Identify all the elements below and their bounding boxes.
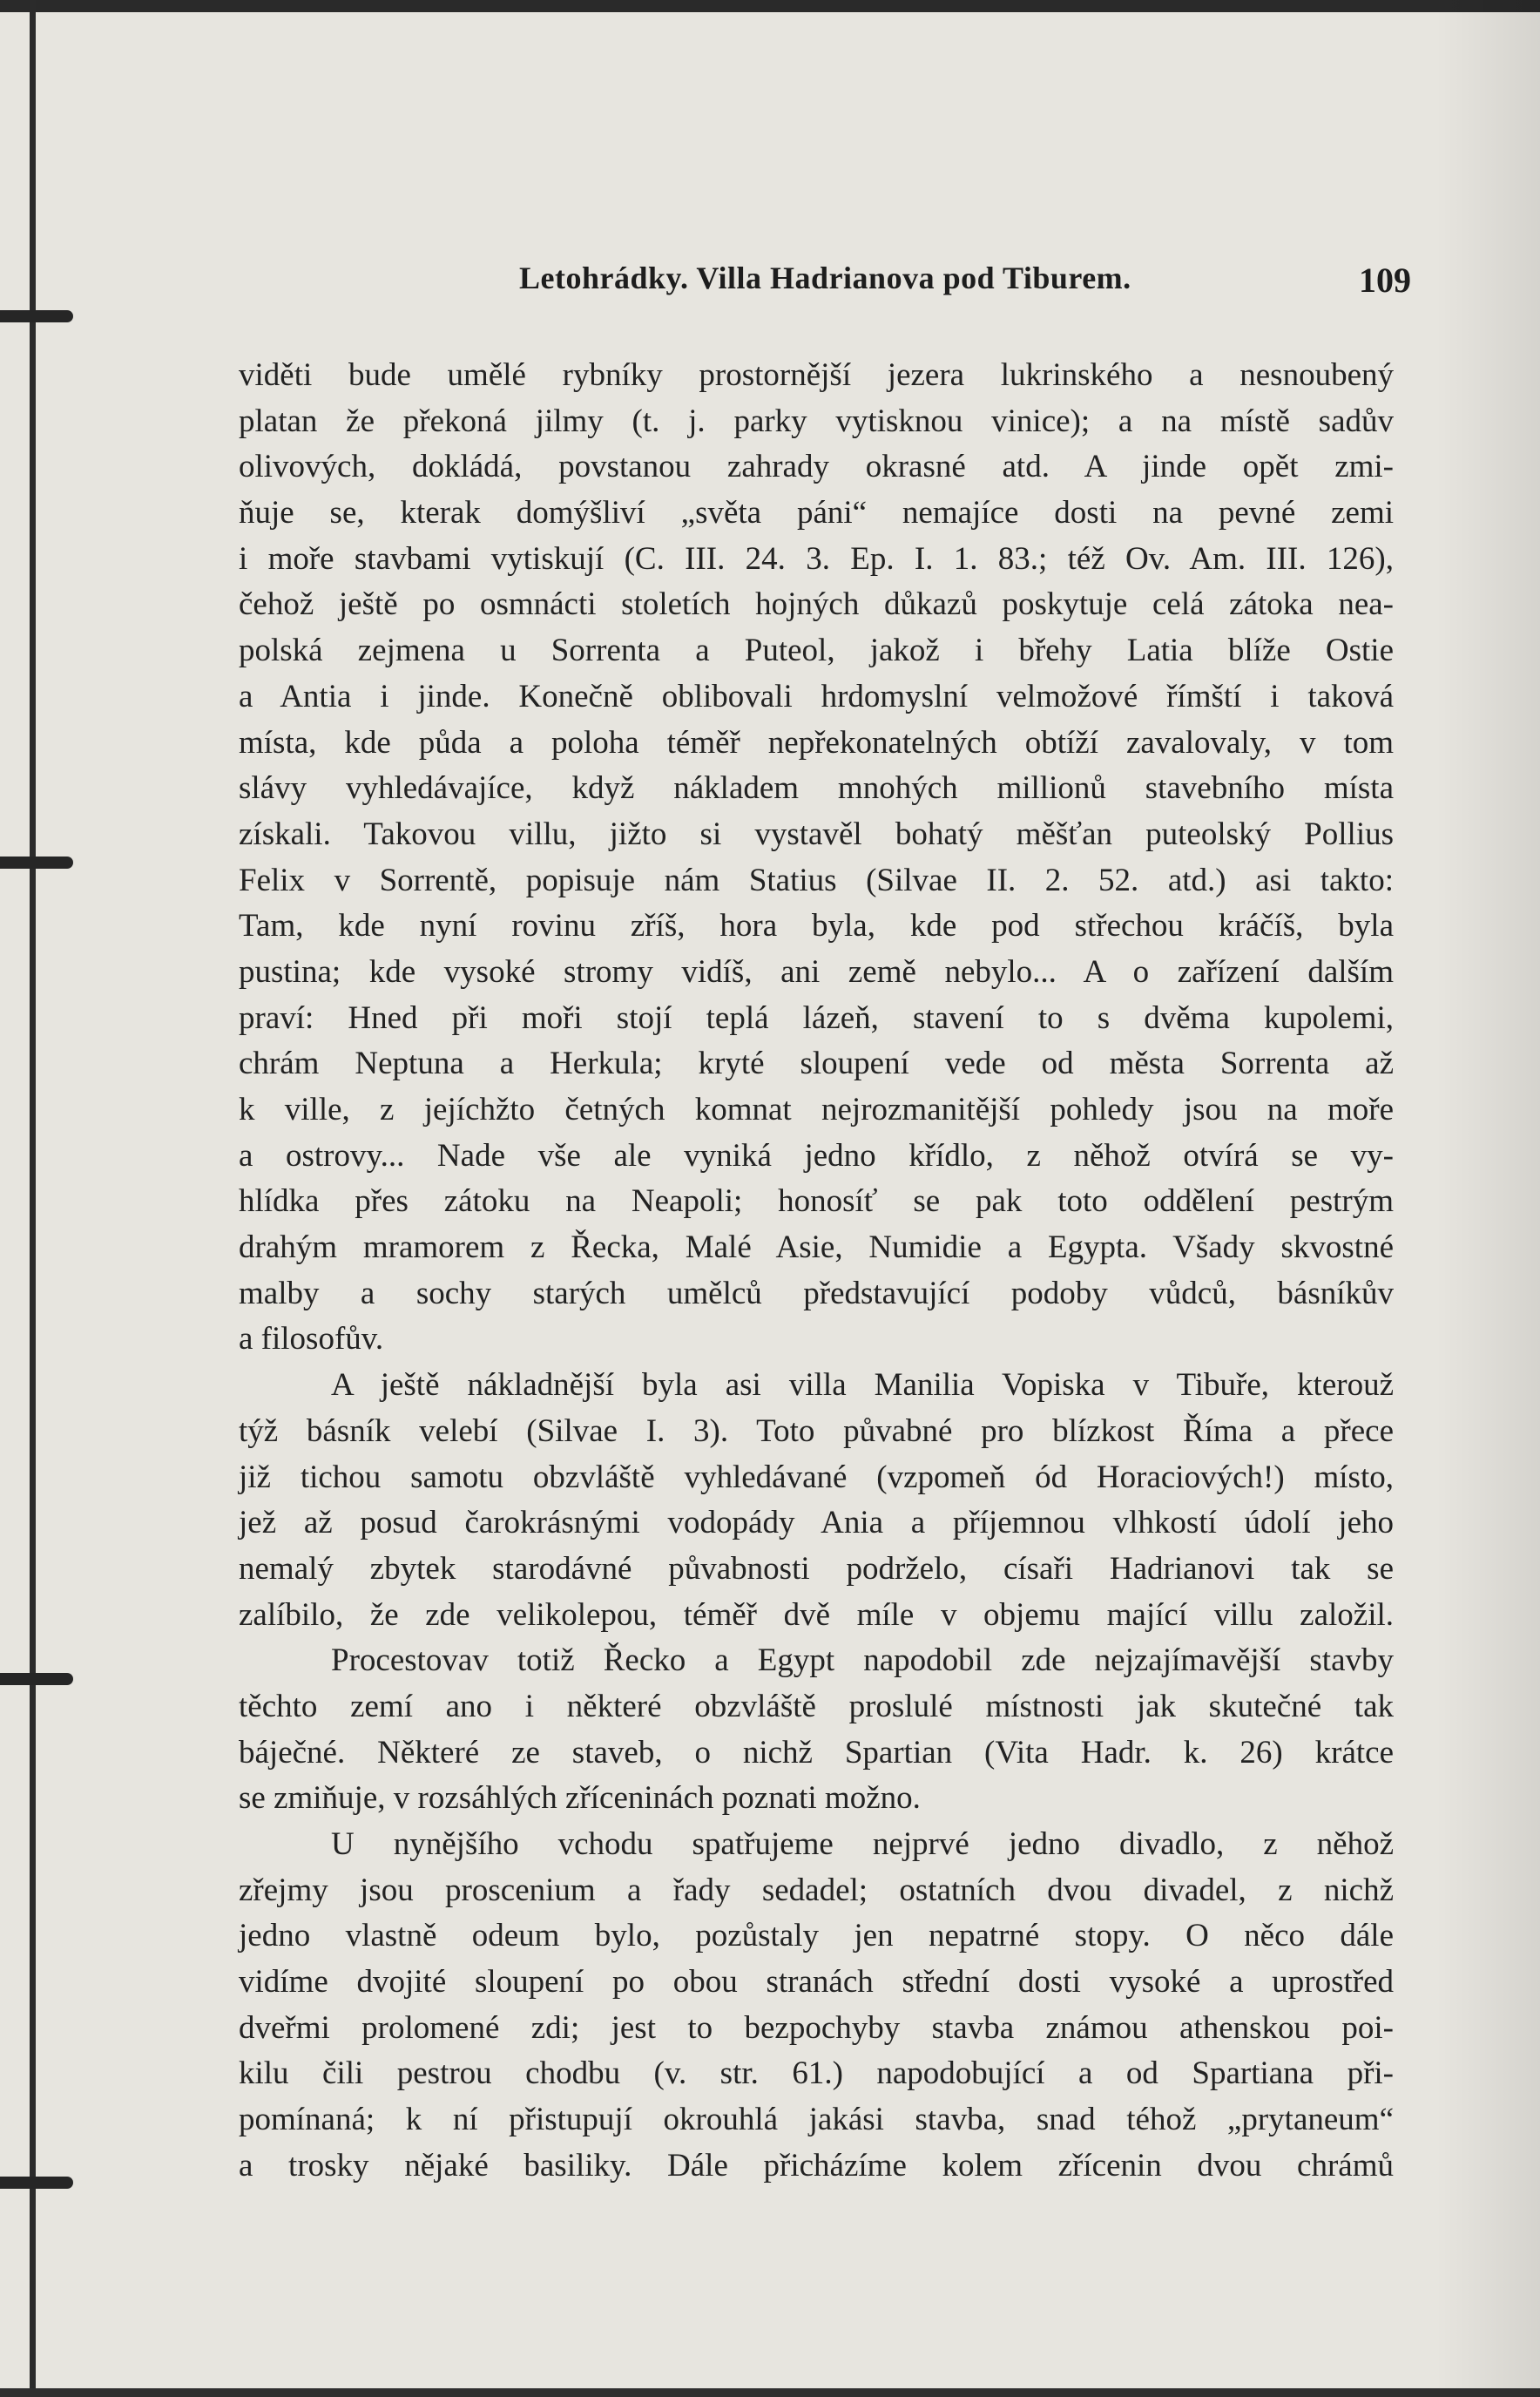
text-line: báječné. Některé ze staveb, o nichž Spartian (Vita Hadr. k. 26) krátce <box>239 1734 1394 1771</box>
page-bottom-edge <box>0 2388 1540 2397</box>
text-line: zřejmy jsou proscenium a řady sedadel; ostatních dvou divadel, z nichž <box>239 1872 1394 1908</box>
page-top-edge <box>0 0 1540 12</box>
text-line: ňuje se, kterak domýšliví „světa páni“ nemajíce dosti na pevné zemi <box>239 495 1394 532</box>
binding-mark <box>0 1673 73 1685</box>
text-line: místa, kde půda a poloha téměř nepřekonatelných obtíží zavalovaly, v tom <box>239 724 1394 761</box>
text-line: se zmiňuje, v rozsáhlých zříceninách poznati možno. <box>239 1780 921 1817</box>
text-line: chrám Neptuna a Herkula; kryté sloupení vede od města Sorrenta až <box>239 1046 1394 1082</box>
text-line: pustina; kde vysoké stromy vidíš, ani země nebylo... A o zařízení dalším <box>239 953 1394 990</box>
text-line: nemalý zbytek starodávné půvabnosti podrželo, císaři Hadrianovi tak se <box>239 1550 1394 1587</box>
text-line: Tam, kde nyní rovinu zříš, hora byla, kde pod střechou kráčíš, byla <box>239 908 1394 945</box>
text-line: zalíbilo, že zde velikolepou, téměř dvě míle v objemu mající villu založil. <box>239 1596 1394 1633</box>
binding-mark <box>0 2177 73 2189</box>
text-line: a filosofův. <box>239 1321 384 1358</box>
binding-mark <box>0 310 73 322</box>
text-line: těchto zemí ano i některé obzvláště proslulé místnosti jak skutečné tak <box>239 1688 1394 1724</box>
text-line: k ville, z jejíchžto četných komnat nejrozmanitější pohledy jsou na moře <box>239 1092 1394 1127</box>
text-line: drahým mramorem z Řecka, Malé Asie, Numidie a Egypta. Všady skvostné <box>239 1229 1394 1266</box>
text-line: vidíme dvojité sloupení po obou stranách střední dosti vysoké a uprostřed <box>239 1964 1394 2001</box>
text-line: olivových, dokládá, povstanou zahrady okrasné atd. A jinde opět zmi- <box>239 449 1394 485</box>
text-line: i moře stavbami vytiskují (C. III. 24. 3. Ep. I. 1. 83.; též Ov. Am. III. 126), <box>239 540 1394 577</box>
text-line: kilu čili pestrou chodbu (v. str. 61.) napodobující a od Spartiana při- <box>239 2055 1394 2092</box>
text-line: A ještě nákladnější byla asi villa Manilia Vopiska v Tibuře, kterouž <box>331 1367 1394 1404</box>
page-number: 109 <box>1359 261 1411 300</box>
text-line: a ostrovy... Nade vše ale vyniká jedno křídlo, z něhož otvírá se vy- <box>239 1137 1394 1174</box>
text-line: slávy vyhledávajíce, když nákladem mnohých millionů stavebního místa <box>239 770 1394 807</box>
binding-edge <box>30 0 36 2397</box>
body-text <box>239 353 1394 2190</box>
text-line: a trosky nějaké basiliky. Dále přicházíme kolem zřícenin dvou chrámů <box>239 2147 1394 2184</box>
text-line: U nynějšího vchodu spatřujeme nejprvé jedno divadlo, z něhož <box>331 1826 1394 1862</box>
text-line: získali. Takovou villu, jižto si vystavěl bohatý měšťan puteolský Pollius <box>239 816 1394 852</box>
text-line: polská zejmena u Sorrenta a Puteol, jakož i břehy Latia blíže Ostie <box>239 633 1394 669</box>
text-line: viděti bude umělé rybníky prostornější jezera lukrinského a nesnoubený <box>239 357 1394 393</box>
text-line: čehož ještě po osmnácti stoletích hojných důkazů poskytuje celá zátoka nea- <box>239 586 1394 623</box>
text-line: Felix v Sorrentě, popisuje nám Statius (Silvae II. 2. 52. atd.) asi takto: <box>239 862 1394 898</box>
text-line: hlídka přes zátoku na Neapoli; honosíť se pak toto oddělení pestrým <box>239 1183 1394 1220</box>
text-line: a Antia i jinde. Konečně oblibovali hrdomyslní velmožové římští i taková <box>239 678 1394 714</box>
text-line: malby a sochy starých umělců představující podoby vůdců, básníkův <box>239 1275 1394 1311</box>
running-head: Letohrádky. Villa Hadrianova pod Tiburem. <box>519 261 1131 295</box>
text-line: týž básník velebí (Silvae I. 3). Toto půvabné pro blízkost Říma a přece <box>239 1412 1394 1449</box>
text-line: dveřmi prolomené zdi; jest to bezpochyby stavba známou athenskou poi- <box>239 2009 1394 2046</box>
text-line: pomínaná; k ní přistupují okrouhlá jakási stavba, snad téhož „prytaneum“ <box>239 2102 1394 2138</box>
text-line: platan že překoná jilmy (t. j. parky vytisknou vinice); a na místě sadův <box>239 403 1394 439</box>
text-line: Procestovav totiž Řecko a Egypt napodobil zde nejzajímavější stavby <box>331 1642 1394 1679</box>
binding-mark <box>0 857 73 869</box>
text-line: již tichou samotu obzvláště vyhledávané (vzpomeň ód Horaciových!) místo, <box>239 1459 1394 1495</box>
page-shadow <box>1435 0 1540 2397</box>
text-line: praví: Hned při moři stojí teplá lázeň, stavení to s dvěma kupolemi, <box>239 999 1394 1036</box>
text-line: jež až posud čarokrásnými vodopády Ania a příjemnou vlhkostí údolí jeho <box>239 1505 1394 1541</box>
text-line: jedno vlastně odeum bylo, pozůstaly jen nepatrné stopy. O něco dále <box>239 1918 1394 1954</box>
